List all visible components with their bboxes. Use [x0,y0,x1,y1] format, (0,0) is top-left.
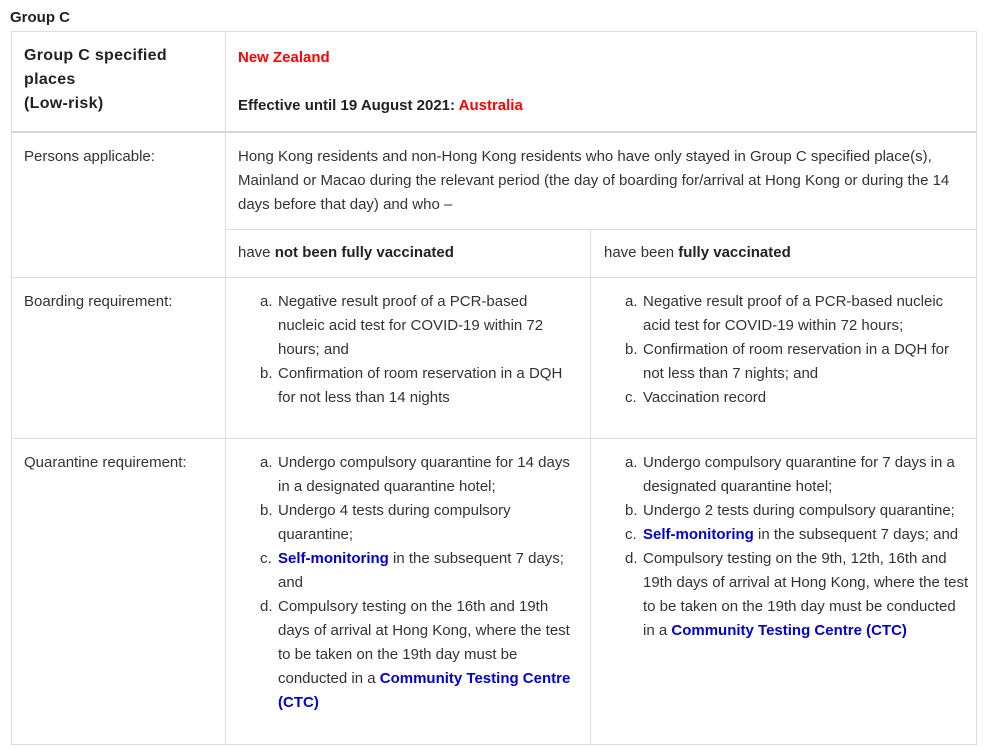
subheader-divider [226,229,976,230]
list-item-text: Confirmation of room reservation in a DQH for not less than 7 nights; and [643,341,949,382]
group-heading: Group C [10,9,70,26]
header-label [24,44,167,116]
list-item-text: Undergo compulsory quarantine for 7 days in a designated quarantine hotel; [643,454,955,495]
list-item [260,499,574,547]
list-item [260,290,574,362]
list-item [625,523,969,547]
ctc-link[interactable]: Community Testing Centre (CTC) [671,622,907,639]
effective-place: Australia [458,97,523,114]
header-label-line-1: Group C specified [24,47,167,64]
list-item-text: Compulsory testing on the 9th, 12th, 16th and 19th days of arrival at Hong Kong, where the test to be taken on the 19th day must be conducted in a [643,550,973,639]
list-item-text: Negative result proof of a PCR-based nucleic acid test for COVID-19 within 72 hours; [643,293,944,334]
boarding-row-divider [12,438,976,439]
header-label-line-3: (Low-risk) [24,95,104,112]
list-marker: b. [625,341,638,358]
header-place-new-zealand: New Zealand [238,49,330,66]
vaccination-column-divider [590,230,591,745]
self-monitoring-link[interactable]: Self-monitoring [278,550,389,567]
boarding-label: Boarding requirement: [24,293,173,310]
list-item-text: Negative result proof of a PCR-based nucleic acid test for COVID-19 within 72 hours; and [278,293,544,358]
list-marker: c. [625,389,637,406]
list-item-text: Vaccination record [643,389,767,406]
list-marker: b. [260,502,273,519]
list-item [260,362,574,410]
effective-prefix: Effective until 19 August 2021: [238,97,459,114]
list-marker: c. [260,550,272,567]
not-vaccinated-prefix: have [238,244,275,261]
list-item [625,386,969,410]
list-marker: a. [260,454,273,471]
not-vaccinated-bold: not been fully vaccinated [274,244,454,261]
list-item [625,451,969,499]
list-marker: d. [625,550,638,567]
list-item [625,547,973,643]
list-item [260,547,574,595]
header-label-line-2: places [24,71,76,88]
quarantine-not-vaccinated-list [260,451,574,715]
list-item-text: Undergo 2 tests during compulsory quarantine; [643,502,955,519]
vaccinated-prefix: have been [604,244,679,261]
list-marker: b. [260,365,273,382]
list-marker: d. [260,598,273,615]
list-marker: b. [625,502,638,519]
quarantine-vaccinated-list [625,451,973,643]
self-monitoring-link[interactable]: Self-monitoring [643,526,754,543]
list-item-text: Compulsory testing on the 16th and 19th days of arrival at Hong Kong, where the test to be taken on the 19th day must be conducted in a [278,598,574,687]
list-item [625,290,969,338]
list-item-text: Confirmation of room reservation in a DQH for not less than 14 nights [278,365,563,406]
boarding-vaccinated-list [625,290,969,410]
label-column-divider [225,32,226,745]
not-vaccinated-heading [238,241,454,265]
list-marker: a. [625,293,638,310]
list-item [260,595,574,715]
list-marker: a. [260,293,273,310]
list-item-text: in the subsequent 7 days; and [278,550,569,591]
persons-description: Hong Kong residents and non-Hong Kong residents who have only stayed in Group C specified place(s), Mainland or Macao during the relevant period (the day of boarding for/arrival at Hong Kong or during the 14 days before that day) and who – [238,148,950,213]
list-item-text: Undergo compulsory quarantine for 14 days in a designated quarantine hotel; [278,454,570,495]
list-marker: c. [625,526,637,543]
persons-row-divider [12,277,976,278]
list-marker: a. [625,454,638,471]
list-item [625,499,969,523]
list-item [260,451,574,499]
list-item-text: in the subsequent 7 days; and [753,526,959,543]
ctc-link[interactable]: Community Testing Centre (CTC) [278,670,571,711]
header-row-divider [12,131,976,133]
persons-label: Persons applicable: [24,148,155,165]
vaccinated-bold: fully vaccinated [678,244,791,261]
header-effective-line [238,94,523,118]
list-item [625,338,969,386]
list-item-text: Undergo 4 tests during compulsory quarantine; [278,502,511,543]
boarding-not-vaccinated-list [260,290,574,410]
vaccinated-heading [604,241,791,265]
quarantine-label: Quarantine requirement: [24,454,187,471]
